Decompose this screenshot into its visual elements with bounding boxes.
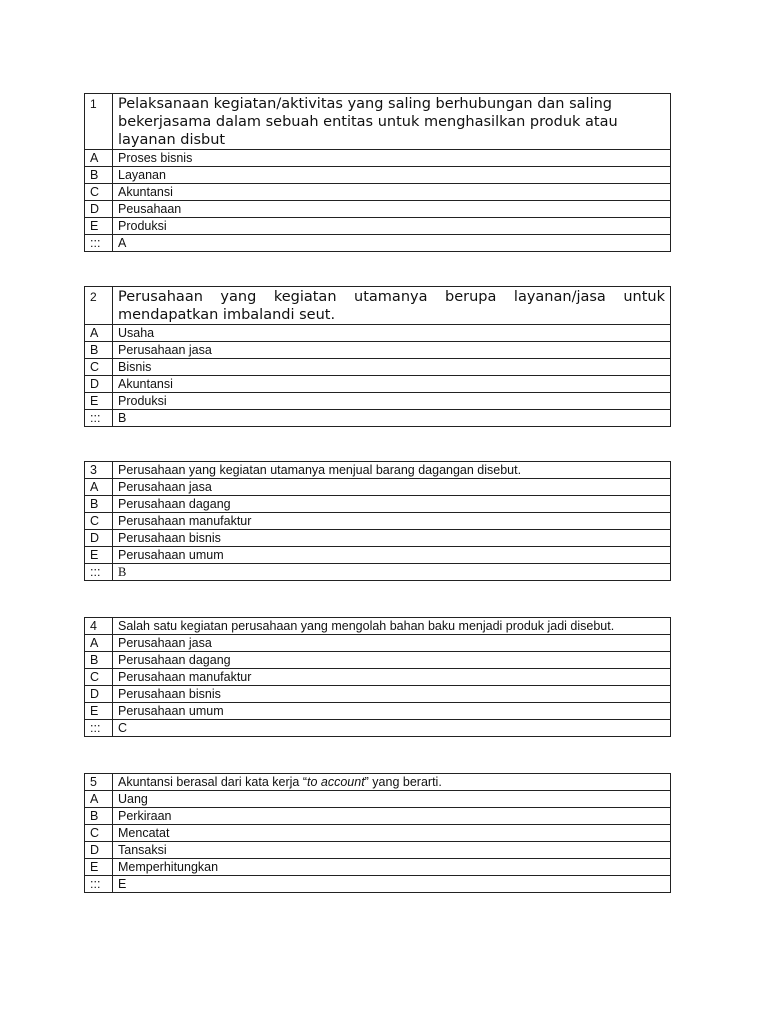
option-text: Akuntansi: [113, 376, 671, 393]
option-key: C: [85, 669, 113, 686]
option-row: [85, 859, 671, 876]
option-key: E: [85, 547, 113, 564]
answer-row: [85, 410, 671, 427]
option-text: Produksi: [113, 393, 671, 410]
answer-key: :::: [85, 564, 113, 581]
question-text-end: ” yang berarti.: [364, 775, 442, 789]
option-text: Peusahaan: [113, 201, 671, 218]
question-table-1: [84, 93, 671, 252]
option-key: D: [85, 842, 113, 859]
option-row: [85, 201, 671, 218]
option-row: [85, 393, 671, 410]
option-row: [85, 652, 671, 669]
option-text: Perusahaan jasa: [113, 635, 671, 652]
question-text: Perusahaan yang kegiatan utamanya berupa layanan/jasa untuk mendapatkan imbalandi seut.: [113, 287, 671, 325]
option-key: C: [85, 184, 113, 201]
option-text: Perusahaan jasa: [113, 479, 671, 496]
answer-text: B: [113, 410, 671, 427]
option-key: B: [85, 652, 113, 669]
option-text: Layanan: [113, 167, 671, 184]
question-row: [85, 462, 671, 479]
option-row: [85, 325, 671, 342]
option-text: Perusahaan manufaktur: [113, 513, 671, 530]
option-key: D: [85, 686, 113, 703]
option-text: Perusahaan umum: [113, 547, 671, 564]
option-row: [85, 342, 671, 359]
option-key: C: [85, 359, 113, 376]
question-text-start: Akuntansi berasal dari kata kerja “: [118, 775, 307, 789]
option-text: Perusahaan bisnis: [113, 686, 671, 703]
question-number: 5: [85, 774, 113, 791]
option-row: [85, 218, 671, 235]
option-text: Uang: [113, 791, 671, 808]
option-text: Memperhitungkan: [113, 859, 671, 876]
option-row: [85, 635, 671, 652]
option-key: D: [85, 376, 113, 393]
option-text: Perusahaan manufaktur: [113, 669, 671, 686]
option-row: [85, 842, 671, 859]
question-text: Salah satu kegiatan perusahaan yang mengolah bahan baku menjadi produk jadi disebut.: [113, 618, 671, 635]
question-text: Perusahaan yang kegiatan utamanya menjual barang dagangan disebut.: [113, 462, 671, 479]
question-text: [113, 774, 671, 791]
option-row: [85, 825, 671, 842]
option-row: [85, 513, 671, 530]
option-row: [85, 376, 671, 393]
answer-key: :::: [85, 410, 113, 427]
question-row: [85, 287, 671, 325]
answer-text: A: [113, 235, 671, 252]
option-row: [85, 167, 671, 184]
option-text: Perusahaan jasa: [113, 342, 671, 359]
option-text: Akuntansi: [113, 184, 671, 201]
option-key: B: [85, 496, 113, 513]
option-row: [85, 547, 671, 564]
option-key: A: [85, 325, 113, 342]
option-row: [85, 703, 671, 720]
option-key: A: [85, 635, 113, 652]
option-key: C: [85, 513, 113, 530]
option-text: Usaha: [113, 325, 671, 342]
option-text: Perkiraan: [113, 808, 671, 825]
option-key: E: [85, 859, 113, 876]
answer-key: :::: [85, 235, 113, 252]
option-text: Perusahaan umum: [113, 703, 671, 720]
answer-key: :::: [85, 720, 113, 737]
answer-row: [85, 720, 671, 737]
answer-text: E: [113, 876, 671, 893]
answer-row: [85, 235, 671, 252]
question-number: 4: [85, 618, 113, 635]
option-row: [85, 791, 671, 808]
answer-key: :::: [85, 876, 113, 893]
option-row: [85, 669, 671, 686]
question-table-2: [84, 286, 671, 427]
answer-row: [85, 876, 671, 893]
option-row: [85, 808, 671, 825]
question-text-italic: to account: [306, 775, 365, 789]
option-row: [85, 530, 671, 547]
option-text: Mencatat: [113, 825, 671, 842]
question-number: 1: [85, 94, 113, 150]
option-key: B: [85, 808, 113, 825]
question-text: Pelaksanaan kegiatan/aktivitas yang saling berhubungan dan saling bekerjasama dalam sebuah entitas untuk menghasilkan produk atau layanan disbut: [113, 94, 671, 150]
question-table-3: [84, 461, 671, 581]
question-row: [85, 618, 671, 635]
option-key: B: [85, 167, 113, 184]
answer-text: C: [113, 720, 671, 737]
option-key: E: [85, 393, 113, 410]
answer-text: B: [113, 564, 671, 581]
option-row: [85, 184, 671, 201]
option-row: [85, 359, 671, 376]
option-key: A: [85, 479, 113, 496]
option-key: B: [85, 342, 113, 359]
option-text: Perusahaan dagang: [113, 652, 671, 669]
option-text: Tansaksi: [113, 842, 671, 859]
question-table-4: [84, 617, 671, 737]
answer-row: [85, 564, 671, 581]
question-row: [85, 94, 671, 150]
option-text: Perusahaan bisnis: [113, 530, 671, 547]
option-key: E: [85, 703, 113, 720]
option-key: C: [85, 825, 113, 842]
option-key: A: [85, 150, 113, 167]
option-row: [85, 496, 671, 513]
option-key: D: [85, 201, 113, 218]
option-key: E: [85, 218, 113, 235]
option-text: Bisnis: [113, 359, 671, 376]
option-key: D: [85, 530, 113, 547]
option-row: [85, 686, 671, 703]
option-text: Perusahaan dagang: [113, 496, 671, 513]
question-row: [85, 774, 671, 791]
option-row: [85, 150, 671, 167]
option-row: [85, 479, 671, 496]
option-key: A: [85, 791, 113, 808]
question-number: 3: [85, 462, 113, 479]
option-text: Produksi: [113, 218, 671, 235]
option-text: Proses bisnis: [113, 150, 671, 167]
question-number: 2: [85, 287, 113, 325]
question-table-5: [84, 773, 671, 893]
